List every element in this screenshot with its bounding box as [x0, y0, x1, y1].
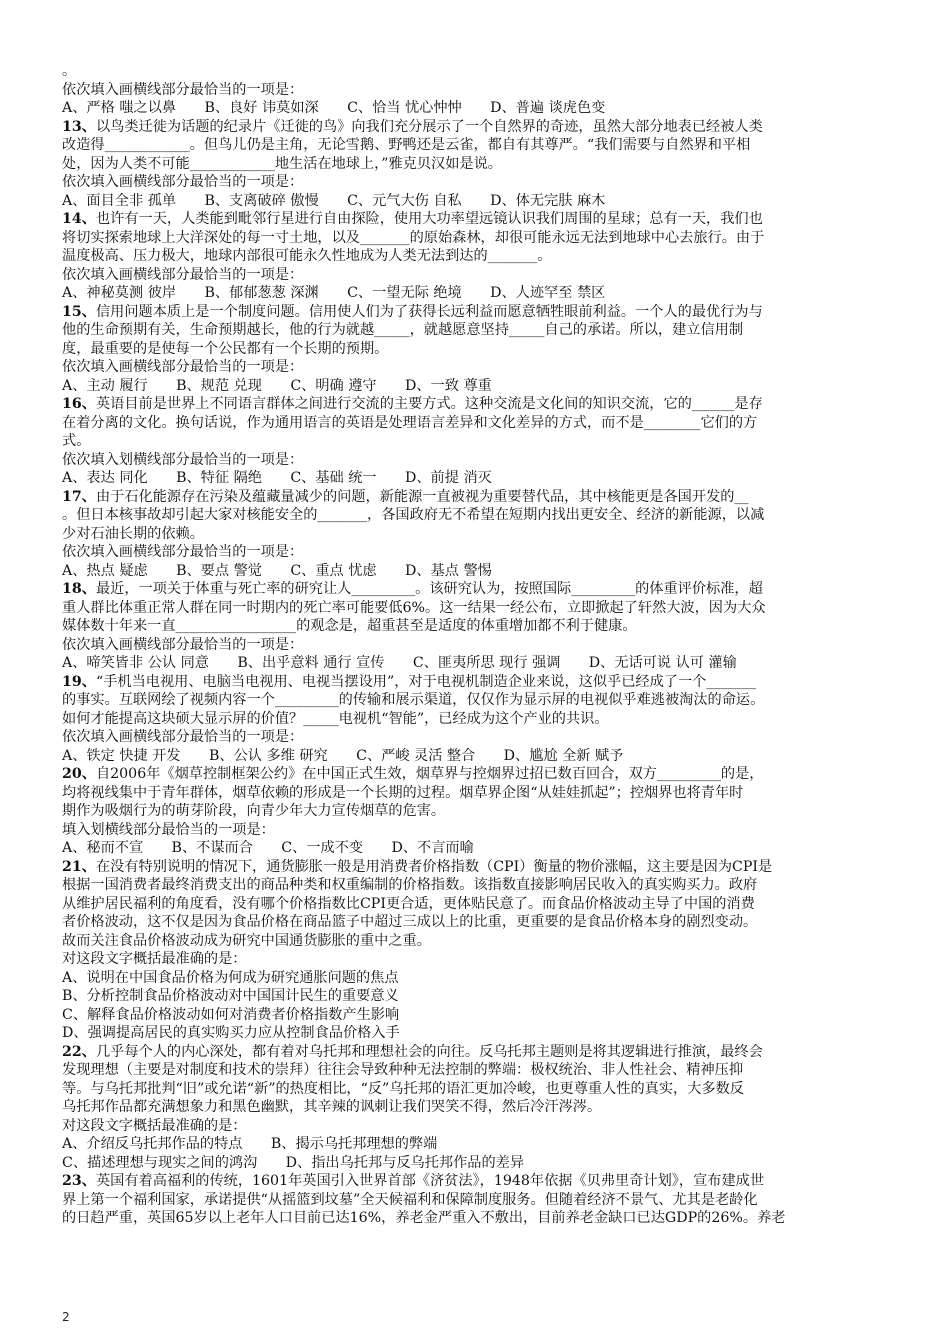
- question-number: 23、: [62, 1173, 96, 1189]
- text-line: 在着分离的文化。换句话说，作为通用语言的英语是处理语言差异和文化差异的方式，而不是________它们的方: [62, 414, 758, 431]
- text-line: 依次填入画横线部分最恰当的一项是：: [62, 729, 304, 745]
- text-line: 少对石油长期的依赖。: [62, 525, 204, 542]
- text-line: 依次填入画横线部分最恰当的一项是：: [62, 544, 304, 560]
- document-page: [62, 62, 900, 1228]
- text-line: 如何才能提高这块硕大显示屏的价值？_____电视机“智能”，已经成为这个产业的共识。: [62, 710, 609, 727]
- text-line: 的事实。互联网绘了视频内容一个_________的传输和展示渠道，仅仅作为显示屏的电视似乎难逃被淘汰的命运。: [62, 692, 765, 708]
- text-line: A、说明在中国食品价格为何成为研究通胀问题的焦点: [62, 969, 399, 986]
- question-number: 21、: [62, 858, 96, 875]
- text-line: D、强调提高居民的真实购买力应从控制食品价格入手: [62, 1025, 400, 1041]
- question-number: 17、: [62, 488, 96, 505]
- text-line: 依次填入划横线部分最恰当的一项是：: [62, 451, 304, 468]
- text-line: 18、最近，一项关于体重与死亡率的研究让人_________。该研究认为，按照国际_________的体重评价标准，超: [62, 581, 763, 597]
- text-line: 填入划横线部分最恰当的一项是：: [62, 821, 275, 838]
- text-line: A、介绍反乌托邦作品的特点 B、揭示乌托邦理想的弊端: [62, 1136, 438, 1152]
- text-line: A、面目全非 孤单 B、支离破碎 傲慢 C、元气大伤 自私 D、体无完肤 麻木: [62, 192, 606, 209]
- text-line: A、神秘莫测 彼岸 B、郁郁葱葱 深渊 C、一望无际 绝境 D、人迹罕至 禁区: [62, 285, 606, 301]
- text-line: 13、以鸟类迁徙为话题的纪录片《迁徙的鸟》向我们充分展示了一个自然界的奇迹，虽然大部分地表已经被人类: [62, 118, 763, 135]
- text-line: 发现理想（主要是对制度和技术的崇拜）往往会导致种种无法控制的弊端：极权统治、非人性社会、精神压抑: [62, 1062, 744, 1078]
- text-line: A、铁定 快捷 开发 B、公认 多维 研究 C、严峻 灵活 整合 D、尴尬 全新 赋予: [62, 747, 624, 764]
- text-line: 依次填入画横线部分最恰当的一项是：: [62, 359, 304, 375]
- text-line: 度，最重要的是使每一个公民都有一个长期的预期。: [62, 340, 389, 357]
- text-line: 从维护居民福利的角度看，没有哪个价格指数比CPI更合适，更体贴民意了。而食品价格波动主导了中国的消费: [62, 895, 755, 912]
- text-line: 20、自2006年《烟草控制框架公约》在中国正式生效，烟草界与控烟界过招已数百回合，双方_________的是，: [62, 766, 764, 782]
- text-line: A、严格 嗤之以鼻 B、良好 讳莫如深 C、恰当 忧心忡忡 D、普遍 谈虎色变: [62, 100, 606, 116]
- text-line: 19、“手机当电视用、电脑当电视用、电视当摆设用”，对于电视机制造企业来说，这似乎已经成了一个_______: [62, 673, 756, 690]
- text-line: 改造得____________。但鸟儿仍是主角，无论雪鹅、野鸭还是云雀，都自有其尊严。“我们需要与自然界和平相: [62, 137, 751, 153]
- question-number: 19、: [62, 673, 96, 690]
- text-line: 温度极高、压力极大，地球内部很可能永久性地成为人类无法到达的_______。: [62, 248, 552, 264]
- page-number: 2: [62, 1310, 70, 1324]
- question-number: 13、: [62, 118, 96, 135]
- text-line: 14、也许有一天，人类能到毗邻行星进行自由探险，使用大功率望远镜认识我们周围的星球；总有一天，我们也: [62, 211, 763, 227]
- text-line: 者价格波动，这不仅是因为食品价格在商品篮子中超过三成以上的比重，更重要的是食品价格本身的剧烈变动。: [62, 914, 758, 930]
- text-line: 将切实探索地球上大洋深处的每一寸土地，以及_______的原始森林，却很可能永远无法到地球中心去旅行。由于: [62, 229, 765, 246]
- text-line: 重人群比体重正常人群在同一时期内的死亡率可能要低6%。这一结果一经公布，立即掀起了轩然大波，因为大众: [62, 599, 766, 616]
- question-number: 20、: [62, 766, 96, 782]
- text-line: 22、几乎每个人的内心深处，都有着对乌托邦和理想社会的向往。反乌托邦主题则是将其逻辑进行推演，最终会: [62, 1043, 763, 1060]
- text-line: 依次填入画横线部分最恰当的一项是：: [62, 81, 304, 98]
- text-line: 媒体数十年来一直_________________的观念是，超重甚至是适度的体重增加都不利于健康。: [62, 618, 637, 634]
- text-line: 乌托邦作品都充满想象力和黑色幽默，其辛辣的讽刺让我们哭笑不得，然后冷汗涔涔。: [62, 1099, 602, 1115]
- text-line: 15、信用问题本质上是一个制度问题。信用使人们为了获得长远利益而愿意牺牲眼前利益。一个人的最优行为与: [62, 303, 763, 320]
- question-number: 22、: [62, 1043, 96, 1060]
- text-line: 界上第一个福利国家，承诺提供“从摇篮到坟墓”全天候福利和保障制度服务。但随着经济不景气、尤其是老龄化: [62, 1191, 758, 1208]
- question-number: 15、: [62, 303, 96, 320]
- text-line: 故而关注食品价格波动成为研究中国通货膨胀的重中之重。: [62, 932, 431, 949]
- text-line: B、分析控制食品价格波动对中国国计民生的重要意义: [62, 988, 399, 1004]
- text-line: 21、在没有特别说明的情况下，通货膨胀一般是用消费者价格指数（CPI）衡量的物价涨幅，这主要是因为CPI是: [62, 858, 773, 875]
- question-number: 16、: [62, 396, 96, 412]
- text-line: C、描述理想与现实之间的鸿沟 D、指出乌托邦与反乌托邦作品的差异: [62, 1154, 525, 1171]
- text-line: 17、由于石化能源存在污染及蕴藏量减少的问题，新能源一直被视为重要替代品，其中核能更是各国开发的__: [62, 488, 749, 505]
- text-line: 对这段文字概括最准确的是：: [62, 951, 247, 967]
- text-line: A、啼笑皆非 公认 同意 B、出乎意料 通行 宣传 C、匪夷所思 现行 强调 D、无话可说 认可 灌输: [62, 655, 737, 671]
- text-line: 根据一国消费者最终消费支出的商品种类和权重编制的价格指数。该指数直接影响居民收入的真实购买力。政府: [62, 877, 758, 893]
- text-line: 式。: [62, 433, 91, 449]
- text-line: 期作为吸烟行为的萌芽阶段，向青少年大力宣传烟草的危害。: [62, 803, 446, 819]
- text-line: 等。与乌托邦批判“旧”或允诺“新”的热度相比，“反”乌托邦的语汇更加冷峻，也更尊重人性的真实，大多数反: [62, 1080, 744, 1097]
- text-line: 23、英国有着高福利的传统，1601年英国引入世界首部《济贫法》，1948年依据《贝弗里奇计划》，宣布建成世: [62, 1173, 765, 1189]
- text-line: 对这段文字概括最准确的是：: [62, 1117, 247, 1134]
- text-line: 的日趋严重，英国65岁以上老年人口目前已达16%，养老金严重入不敷出，目前养老金缺口已达GDP的26%。养老: [62, 1210, 786, 1226]
- question-number: 18、: [62, 581, 96, 597]
- text-line: 均将视线集中于青年群体，烟草依赖的形成是一个长期的过程。烟草界企图“从娃娃抓起”；控烟界也将青年时: [62, 784, 744, 801]
- text-line: A、表达 同化 B、特征 隔绝 C、基础 统一 D、前提 消灭: [62, 470, 492, 486]
- question-number: 14、: [62, 211, 96, 227]
- text-line: A、主动 履行 B、规范 兑现 C、明确 遵守 D、一致 尊重: [62, 377, 492, 394]
- text-line: 处，因为人类不可能____________地生活在地球上，”雅克贝汉如是说。: [62, 155, 502, 172]
- text-line: 。: [62, 63, 77, 79]
- text-line: 依次填入画横线部分最恰当的一项是：: [62, 636, 304, 653]
- text-line: A、秘而不宣 B、不谋而合 C、一成不变 D、不言而喻: [62, 840, 474, 856]
- text-line: 16、英语目前是世界上不同语言群体之间进行交流的主要方式。这种交流是文化间的知识交流，它的______是存: [62, 396, 763, 412]
- text-line: 。但日本核事故却引起大家对核能安全的_______，各国政府无不希望在短期内找出更安全、经济的新能源，以减: [62, 507, 765, 523]
- text-line: A、热点 疑虑 B、要点 警觉 C、重点 忧虑 D、基点 警惕: [62, 562, 492, 579]
- text-line: C、解释食品价格波动如何对消费者价格指数产生影响: [62, 1006, 400, 1023]
- text-line: 他的生命预期有关，生命预期越长，他的行为就越_____，就越愿意坚持_____自己的承诺。所以，建立信用制: [62, 322, 744, 338]
- text-line: 依次填入画横线部分最恰当的一项是：: [62, 174, 304, 190]
- text-line: 依次填入画横线部分最恰当的一项是：: [62, 266, 304, 283]
